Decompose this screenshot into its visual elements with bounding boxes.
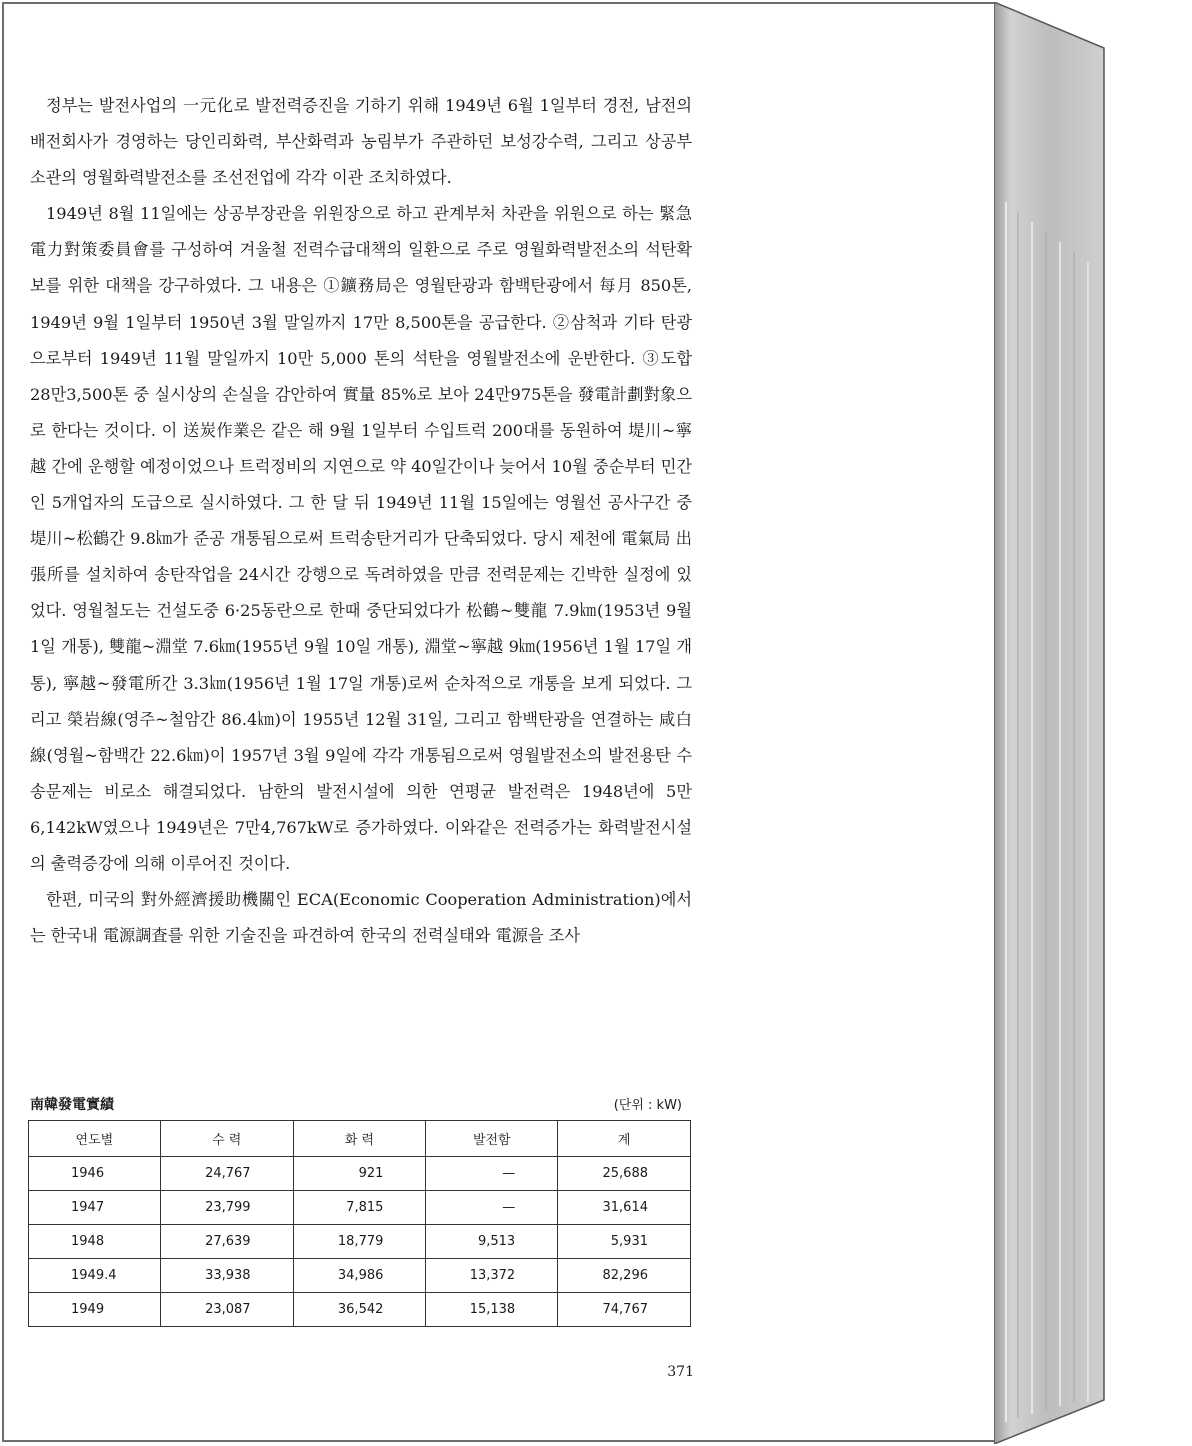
book-page-edges [994,2,1190,1444]
table-cell: 23,087 [160,1293,293,1327]
table-cell: 1948 [29,1225,161,1259]
table-header: 수 력 [160,1121,293,1157]
table-cell: 36,542 [293,1293,426,1327]
table-header-row [29,1121,691,1157]
table-cell: 7,815 [293,1191,426,1225]
generation-table [28,1120,691,1327]
table-cell: 1949 [29,1293,161,1327]
table-cell: 33,938 [160,1259,293,1293]
table-row [29,1293,691,1327]
table-cell: 5,931 [558,1225,691,1259]
table-cell: — [426,1157,558,1191]
table-cell: 31,614 [558,1191,691,1225]
table-cell: 24,767 [160,1157,293,1191]
table-cell: 1946 [29,1157,161,1191]
table-cell: 82,296 [558,1259,691,1293]
table-row [29,1157,691,1191]
table-header: 연도별 [29,1121,161,1157]
table-cell: 15,138 [426,1293,558,1327]
table-cell: 9,513 [426,1225,558,1259]
table-cell: 25,688 [558,1157,691,1191]
table-row [29,1259,691,1293]
table-cell: 1949.4 [29,1259,161,1293]
paragraph: 정부는 발전사업의 一元化로 발전력증진을 기하기 위해 1949년 6월 1일부터 경전, 남전의 배전회사가 경영하는 당인리화력, 부산화력과 농림부가 주관하던 보성강수력, 그리고 상공부 소관의 영월화력발전소를 조선전업에 각각 이관 조치하였다. [30,96,692,188]
table-cell: 23,799 [160,1191,293,1225]
table-row [29,1225,691,1259]
table-header: 화 력 [293,1121,426,1157]
table-cell: 27,639 [160,1225,293,1259]
page-number: 371 [667,1364,694,1380]
paragraph: 1949년 8월 11일에는 상공부장관을 위원장으로 하고 관계부처 차관을 위원으로 하는 緊急電力對策委員會를 구성하여 겨울철 전력수급대책의 일환으로 주로 영월화력발전소의 석탄확보를 위한 대책을 강구하였다. 그 내용은 ①鑛務局은 영월탄광과 함백탄광에서 每月 850톤, 1949년 9월 1일부터 1950년 3월 말일까지 17만 8,500톤을 공급한다. ②삼척과 기타 탄광으로부터 1949년 11월 말일까지 10만 5,000 톤의 석탄을 영월발전소에 운반한다. ③도합 28만3,500톤 중 실시상의 손실을 감안하여 實量 85%로 보아 24만975톤을 發電計劃對象으로 한다는 것이다. 이 送炭作業은 같은 해 9월 1일부터 수입트럭 200대를 동원하여 堤川~寧越 간에 운행할 예정이었으나 트럭정비의 지연으로 약 40일간이나 늦어서 10월 중순부터 민간인 5개업자의 도급으로 실시하였다. 그 한 달 뒤 1949년 11월 15일에는 영월선 공사구간 중 堤川~松鶴간 9.8㎞가 준공 개통됨으로써 트럭송탄거리가 단축되었다. 당시 제천에 電氣局 出張所를 설치하여 송탄작업을 24시간 강행으로 독려하였을 만큼 전력문제는 긴박한 실정에 있었다. 영월철도는 건설도중 6·25동란으로 한때 중단되었다가 松鶴~雙龍 7.9㎞(1953년 9월 1일 개통), 雙龍~淵堂 7.6㎞(1955년 9월 10일 개통), 淵堂~寧越 9㎞(1956년 1월 17일 개통), 寧越~發電所간 3.3㎞(1956년 1월 17일 개통)로써 순차적으로 개통을 보게 되었다. 그리고 榮岩線(영주~철암간 86.4㎞)이 1955년 12월 31일, 그리고 함백탄광을 연결하는 咸白線(영월~함백간 22.6㎞)이 1957년 3월 9일에 각각 개통됨으로써 영월발전소의 발전용탄 수송문제는 비로소 해결되었다. 남한의 발전시설에 의한 연평균 발전력은 1948년에 5만6,142kW였으나 1949년은 7만4,767kW로 증가하였다. 이와같은 전력증가는 화력발전시설의 출력증강에 의해 이루어진 것이다. [30,204,692,873]
table-header: 계 [558,1121,691,1157]
body-text [30,88,692,954]
table-cell: — [426,1191,558,1225]
table-header: 발전함 [426,1121,558,1157]
table-cell: 34,986 [293,1259,426,1293]
table-cell: 921 [293,1157,426,1191]
table-cell: 13,372 [426,1259,558,1293]
table-unit: (단위 : kW) [613,1098,682,1113]
table-cell: 74,767 [558,1293,691,1327]
paragraph: 한편, 미국의 對外經濟援助機關인 ECA(Economic Cooperation Administration)에서는 한국내 電源調査를 위한 기술진을 파견하여 한국의 전력실태와 電源을 조사 [30,890,692,946]
table-cell: 1947 [29,1191,161,1225]
table-row [29,1191,691,1225]
table-caption: 南韓發電實績 [30,1097,114,1113]
table-cell: 18,779 [293,1225,426,1259]
